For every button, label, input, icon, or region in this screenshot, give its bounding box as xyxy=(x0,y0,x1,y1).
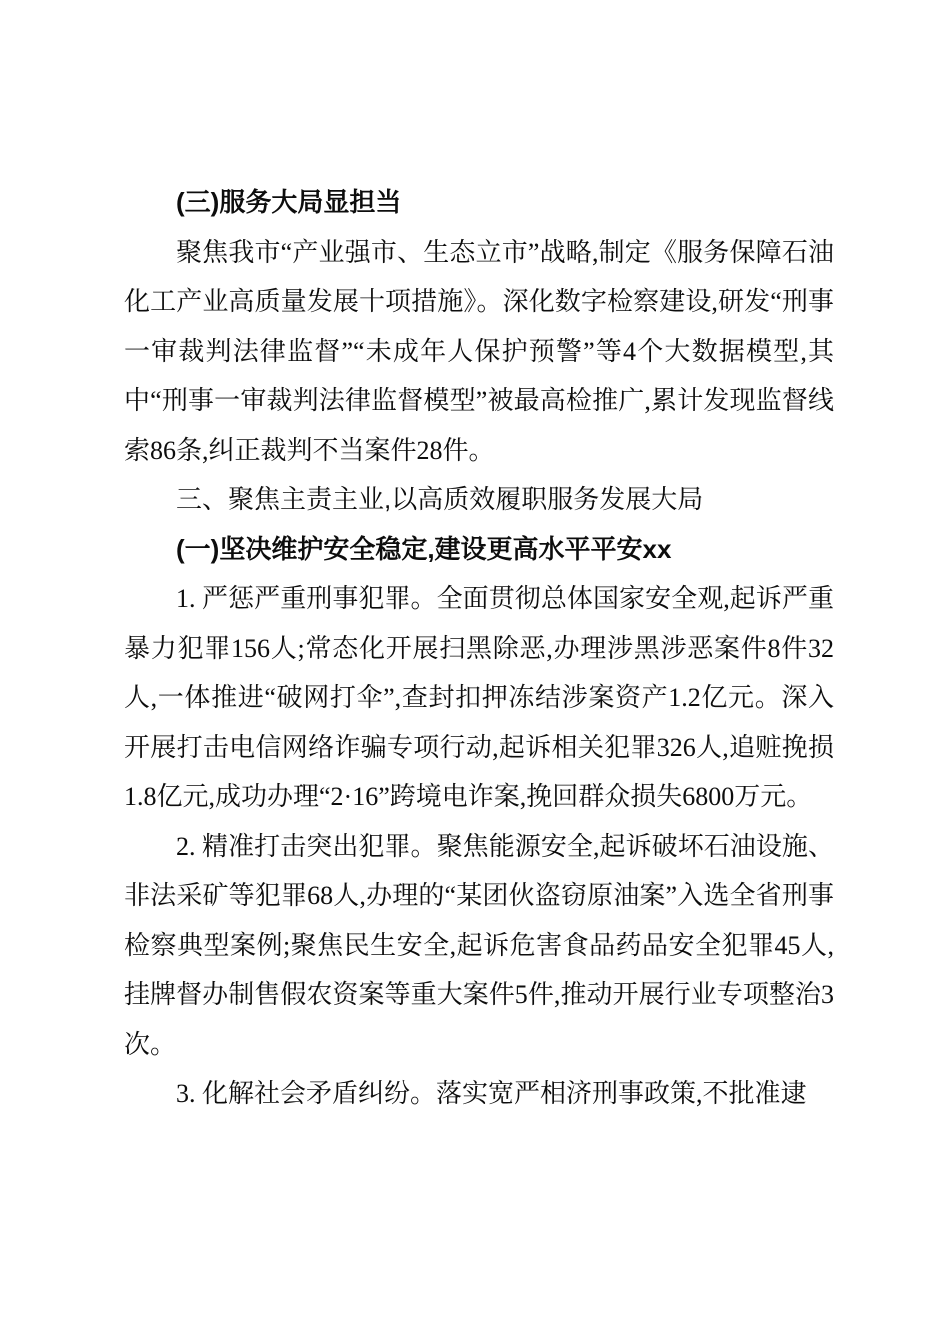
paragraph-item-3: 3. 化解社会矛盾纠纷。落实宽严相济刑事政策,不批准逮 xyxy=(176,1079,807,1108)
paragraph-item-1: 1. 严惩严重刑事犯罪。全面贯彻总体国家安全观,起诉严重暴力犯罪156人;常态化开展扫黑除恶,办理涉黑涉恶案件8件32人,一体推进“破网打伞”,查封扣押冻结涉案资产1.2亿元。深入开展打击电信网络诈骗专项行动,起诉相关犯罪326人,追赃挽损1.8亿元,成功办理“2·16”跨境电诈案,挽回群众损失6800万元。 xyxy=(124,584,834,811)
section-heading-service: (三)服务大局显担当 xyxy=(176,187,402,217)
chapter-heading-three: 三、聚焦主责主业,以高质效履职服务发展大局 xyxy=(176,484,704,514)
paragraph-service-overview: 聚焦我市“产业强市、生态立市”战略,制定《服务保障石油化工产业高质量发展十项措施》。深化数字检察建设,研发“刑事一审裁判法律监督”“未成年人保护预警”等4个大数据模型,其中“刑事一审裁判法律监督模型”被最高检推广,累计发现监督线索86条,纠正裁判不当案件28件。 xyxy=(124,237,834,465)
paragraph-item-2: 2. 精准打击突出犯罪。聚焦能源安全,起诉破坏石油设施、非法采矿等犯罪68人,办理的“某团伙盗窃原油案”入选全省刑事检察典型案例;聚焦民生安全,起诉危害食品药品安全犯罪45人,挂牌督办制售假农资案等重大案件5件,推动开展行业专项整治3次。 xyxy=(124,831,834,1059)
section-heading-safety: (一)坚决维护安全稳定,建设更高水平平安xx xyxy=(176,533,672,564)
